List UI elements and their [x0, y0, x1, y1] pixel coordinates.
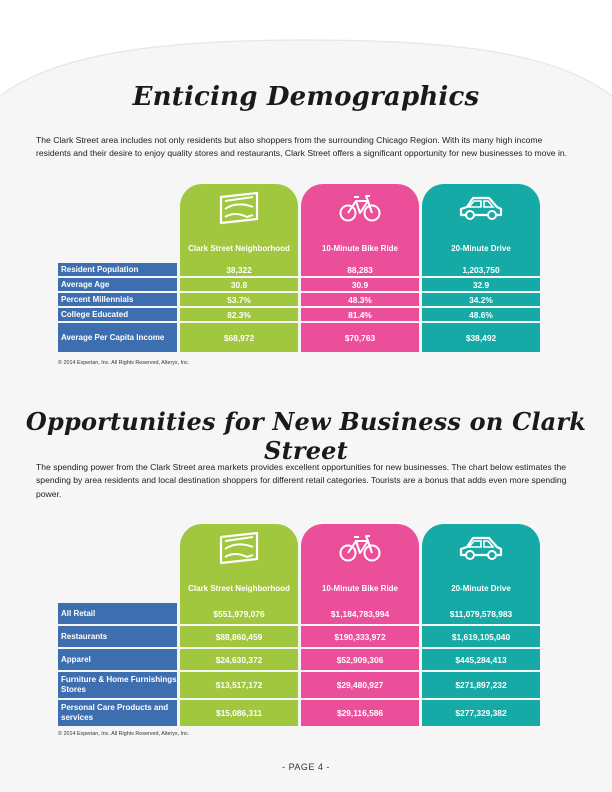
column-top-bike-ride — [301, 524, 419, 572]
table-cell: 38,322 — [180, 263, 298, 276]
table-cell: 82.3% — [180, 308, 298, 321]
table-cell: $38,492 — [422, 323, 540, 352]
table-cell: $88,860,459 — [180, 626, 298, 647]
page-number: - PAGE 4 - — [282, 762, 330, 772]
table-cell: $551,979,076 — [180, 603, 298, 624]
table-cell: $1,184,783,994 — [301, 603, 419, 624]
column-header-drive: 20-Minute Drive — [422, 572, 540, 605]
column-top-clark-street — [180, 184, 298, 232]
column-top-drive — [422, 524, 540, 572]
column-header-clark-street: Clark Street Neighborhood — [180, 232, 298, 265]
car-icon — [457, 533, 505, 563]
table-cell: 48.3% — [301, 293, 419, 306]
map-icon — [217, 191, 261, 225]
table-cell: 53.7% — [180, 293, 298, 306]
bicycle-icon — [338, 533, 382, 563]
row-label: Average Age — [58, 278, 177, 291]
table-cell: 88,283 — [301, 263, 419, 276]
map-icon — [217, 531, 261, 565]
column-header-clark-street: Clark Street Neighborhood — [180, 572, 298, 605]
table-cell: $29,116,586 — [301, 700, 419, 726]
source-credit: © 2014 Experian, Inc. All Rights Reserved, Alteryx, Inc. — [58, 731, 190, 737]
table-cell: $70,763 — [301, 323, 419, 352]
page-title: Enticing Demographics — [132, 82, 480, 112]
intro-paragraph-demographics: The Clark Street area includes not only residents but also shoppers from the surrounding Chicago Region. With its many high income residents and their desire to enjoy quality stores and restaurants, Clark Street offers a significant opportunity for new businesses to move in. — [36, 135, 568, 159]
table-cell: 32.9 — [422, 278, 540, 291]
car-icon — [457, 193, 505, 223]
row-label: Percent Millennials — [58, 293, 177, 306]
table-cell: $190,333,972 — [301, 626, 419, 647]
table-cell: $445,284,413 — [422, 649, 540, 670]
table-cell: $1,619,105,040 — [422, 626, 540, 647]
table-cell: 81.4% — [301, 308, 419, 321]
intro-paragraph-spending: The spending power from the Clark Street area markets provides excellent opportunities for new businesses. The chart below estimates the spending by area residents and local destination shoppers for different retail categories. Tourists are a bonus that adds even more spending power. — [36, 462, 567, 499]
table-cell: $13,517,172 — [180, 672, 298, 698]
column-top-bike-ride — [301, 184, 419, 232]
bicycle-icon — [338, 193, 382, 223]
table-cell: 34.2% — [422, 293, 540, 306]
section-title: Opportunities for New Business on Clark Street — [25, 407, 587, 465]
table-cell: $15,086,311 — [180, 700, 298, 726]
column-top-clark-street — [180, 524, 298, 572]
column-header-bike-ride: 10-Minute Bike Ride — [301, 572, 419, 605]
column-top-drive — [422, 184, 540, 232]
table-cell: $52,909,306 — [301, 649, 419, 670]
column-header-bike-ride: 10-Minute Bike Ride — [301, 232, 419, 265]
table-cell: 1,203,750 — [422, 263, 540, 276]
row-label: Resident Population — [58, 263, 177, 276]
column-header-drive: 20-Minute Drive — [422, 232, 540, 265]
table-cell: $29,480,927 — [301, 672, 419, 698]
table-cell: $277,329,382 — [422, 700, 540, 726]
table-cell: 48.6% — [422, 308, 540, 321]
source-credit: © 2014 Experian, Inc. All Rights Reserved, Alteryx, Inc. — [58, 360, 190, 366]
row-label: Apparel — [58, 649, 177, 670]
table-cell: $271,897,232 — [422, 672, 540, 698]
row-label: Furniture & Home Furnishings Stores — [58, 672, 177, 698]
row-label: Personal Care Products and services — [58, 700, 177, 726]
table-cell: $24,630,372 — [180, 649, 298, 670]
table-cell: $11,079,578,983 — [422, 603, 540, 624]
row-label: Average Per Capita Income — [58, 323, 177, 352]
row-label: All Retail — [58, 603, 177, 624]
table-cell: 30.8 — [180, 278, 298, 291]
table-cell: $68,972 — [180, 323, 298, 352]
table-cell: 30.9 — [301, 278, 419, 291]
row-label: College Educated — [58, 308, 177, 321]
row-label: Restaurants — [58, 626, 177, 647]
